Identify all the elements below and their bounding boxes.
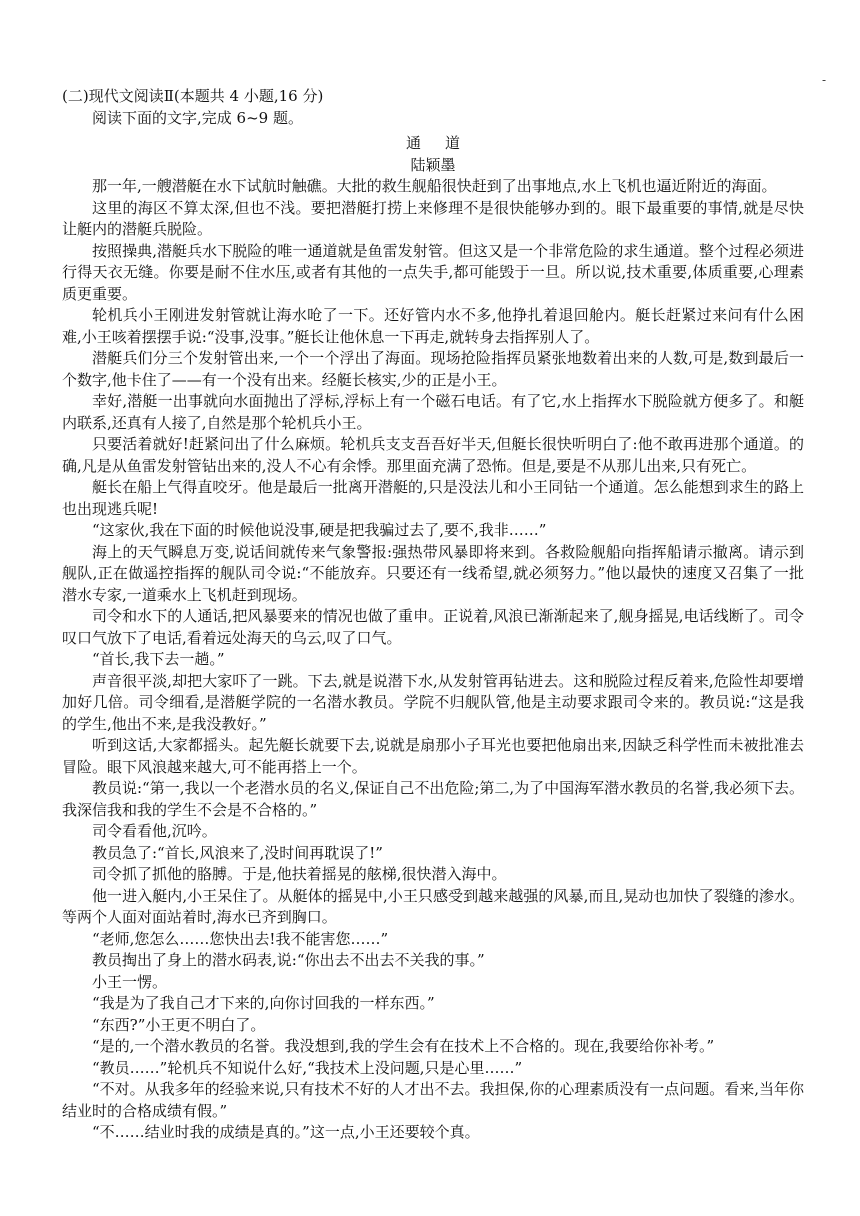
story-paragraph: “是的,一个潜水教员的名誉。我没想到,我的学生会有在技术上不合格的。现在,我要给你补考。” (92, 1037, 715, 1055)
story-paragraph: 这里的海区不算太深,但也不浅。要把潜艇打捞上来修理不是很快能够办到的。眼下最重要的事情,就是尽快让艇内的潜艇兵脱险。 (62, 198, 804, 238)
story-paragraph: 他一进入艇内,小王呆住了。从艇体的摇晃中,小王只感受到越来越强的风暴,而且,晃动也加快了裂缝的渗水。等两个人面对面站着时,海水已齐到胸口。 (62, 886, 804, 926)
story-paragraph: 只要活着就好!赶紧问出了什么麻烦。轮机兵支支吾吾好半天,但艇长很快听明白了:他不敢再进那个通道。的确,凡是从鱼雷发射管钻出来的,没人不心有余悸。那里面充满了恐怖。但是,要是不从那儿出来,只有死亡。 (62, 435, 804, 475)
section-title: (二)现代文阅读Ⅱ(本题共 4 小题,16 分) (62, 87, 324, 105)
story-paragraph: “不对。从我多年的经验来说,只有技术不好的人才出不去。我担保,你的心理素质没有一点问题。看来,当年你结业时的合格成绩有假。” (62, 1080, 804, 1120)
page-corner-mark: - (821, 73, 826, 87)
story-title: 通道 (405, 134, 484, 152)
story-paragraph: 那一年,一艘潜艇在水下试航时触礁。大批的救生舰船很快赶到了出事地点,水上飞机也逼近附近的海面。 (92, 177, 777, 195)
story-paragraph: “这家伙,我在下面的时候他说没事,硬是把我骗过去了,要不,我非……” (92, 521, 547, 539)
story-paragraph: 司令和水下的人通话,把风暴要来的情况也做了重申。正说着,风浪已渐渐起来了,舰身摇晃,电话线断了。司令叹口气放下了电话,看着远处海天的乌云,叹了口气。 (62, 607, 804, 647)
story-paragraph: 听到这话,大家都摇头。起先艇长就要下去,说就是扇那小子耳光也要把他扇出来,因缺乏科学性而未被批准去冒险。眼下风浪越来越大,可不能再搭上一个。 (62, 736, 804, 776)
story-paragraph: 按照操典,潜艇兵水下脱险的唯一通道就是鱼雷发射管。但这又是一个非常危险的求生通道。整个过程必须进行得天衣无缝。你要是耐不住水压,或者有其他的一点失手,都可能毁于一旦。所以说,技术重要,体质重要,心理素质更重要。 (62, 241, 804, 303)
story-paragraph: 司令看看他,沉吟。 (92, 822, 217, 840)
story-paragraph: “东西?”小王更不明白了。 (92, 1015, 266, 1034)
story-paragraph: “首长,我下去一趟。” (92, 650, 225, 668)
story-paragraph: 司令抓了抓他的胳膊。于是,他扶着摇晃的舷梯,很快潜入海中。 (92, 865, 507, 883)
story-paragraph: “不……结业时我的成绩是真的。”这一点,小王还要较个真。 (92, 1123, 480, 1141)
story-paragraph: 轮机兵小王刚进发射管就让海水呛了一下。还好管内水不多,他挣扎着退回舱内。艇长赶紧过来问有什么困难,小王咳着摆摆手说:“没事,没事。”艇长让他休息一下再走,就转身去指挥别人了。 (62, 306, 804, 346)
story-paragraph: 教员急了:“首长,风浪来了,没时间再耽误了!” (92, 843, 383, 862)
story-paragraph: 潜艇兵们分三个发射管出来,一个一个浮出了海面。现场抢险指挥员紧张地数着出来的人数,可是,数到最后一个数字,他卡住了——有一个没有出来。经艇长核实,少的正是小王。 (62, 349, 804, 389)
reading-passage (62, 86, 804, 1144)
story-paragraph: 教员说:“第一,我以一个老潜水员的名义,保证自己不出危险;第二,为了中国海军潜水教员的名誉,我必须下去。我深信我和我的学生不会是不合格的。” (62, 779, 804, 819)
story-paragraph: 海上的天气瞬息万变,说话间就传来气象警报:强热带风暴即将来到。各救险舰船向指挥船请示撤离。请示到舰队,正在做遥控指挥的舰队司令说:“不能放弃。只要还有一线希望,就必须努力。”他以最快的速度又召集了一批潜水专家,一道乘水上飞机赶到现场。 (62, 542, 804, 604)
story-paragraph: 声音很平淡,却把大家吓了一跳。下去,就是说潜下水,从发射管再钻进去。这和脱险过程反着来,危险性却要增加好几倍。司令细看,是潜艇学院的一名潜水教员。学院不归舰队管,他是主动要求跟司令来的。教员说:“这是我的学生,他出不来,是我没教好。” (62, 671, 804, 733)
story-paragraph: 小王一愣。 (92, 972, 168, 991)
story-paragraph: “我是为了我自己才下来的,向你讨回我的一样东西。” (92, 994, 435, 1012)
story-author: 陆颖墨 (410, 155, 456, 174)
story-paragraph: 幸好,潜艇一出事就向水面抛出了浮标,浮标上有一个磁石电话。有了它,水上指挥水下脱险就方便多了。和艇内联系,还真有人接了,自然是那个轮机兵小王。 (62, 392, 804, 432)
story-paragraph: 教员掏出了身上的潜水码表,说:“你出去不出去不关我的事。” (92, 951, 485, 969)
story-body (62, 176, 804, 1144)
story-paragraph: “老师,您怎么……您快出去!我不能害您……” (92, 929, 389, 948)
reading-instruction: 阅读下面的文字,完成 6~9 题。 (92, 108, 303, 127)
story-paragraph: “教员……”轮机兵不知说什么好,“我技术上没问题,只是心里……” (92, 1058, 523, 1077)
story-paragraph: 艇长在船上气得直咬牙。他是最后一批离开潜艇的,只是没法儿和小王同钻一个通道。怎么能想到求生的路上也出现逃兵呢! (62, 478, 804, 518)
